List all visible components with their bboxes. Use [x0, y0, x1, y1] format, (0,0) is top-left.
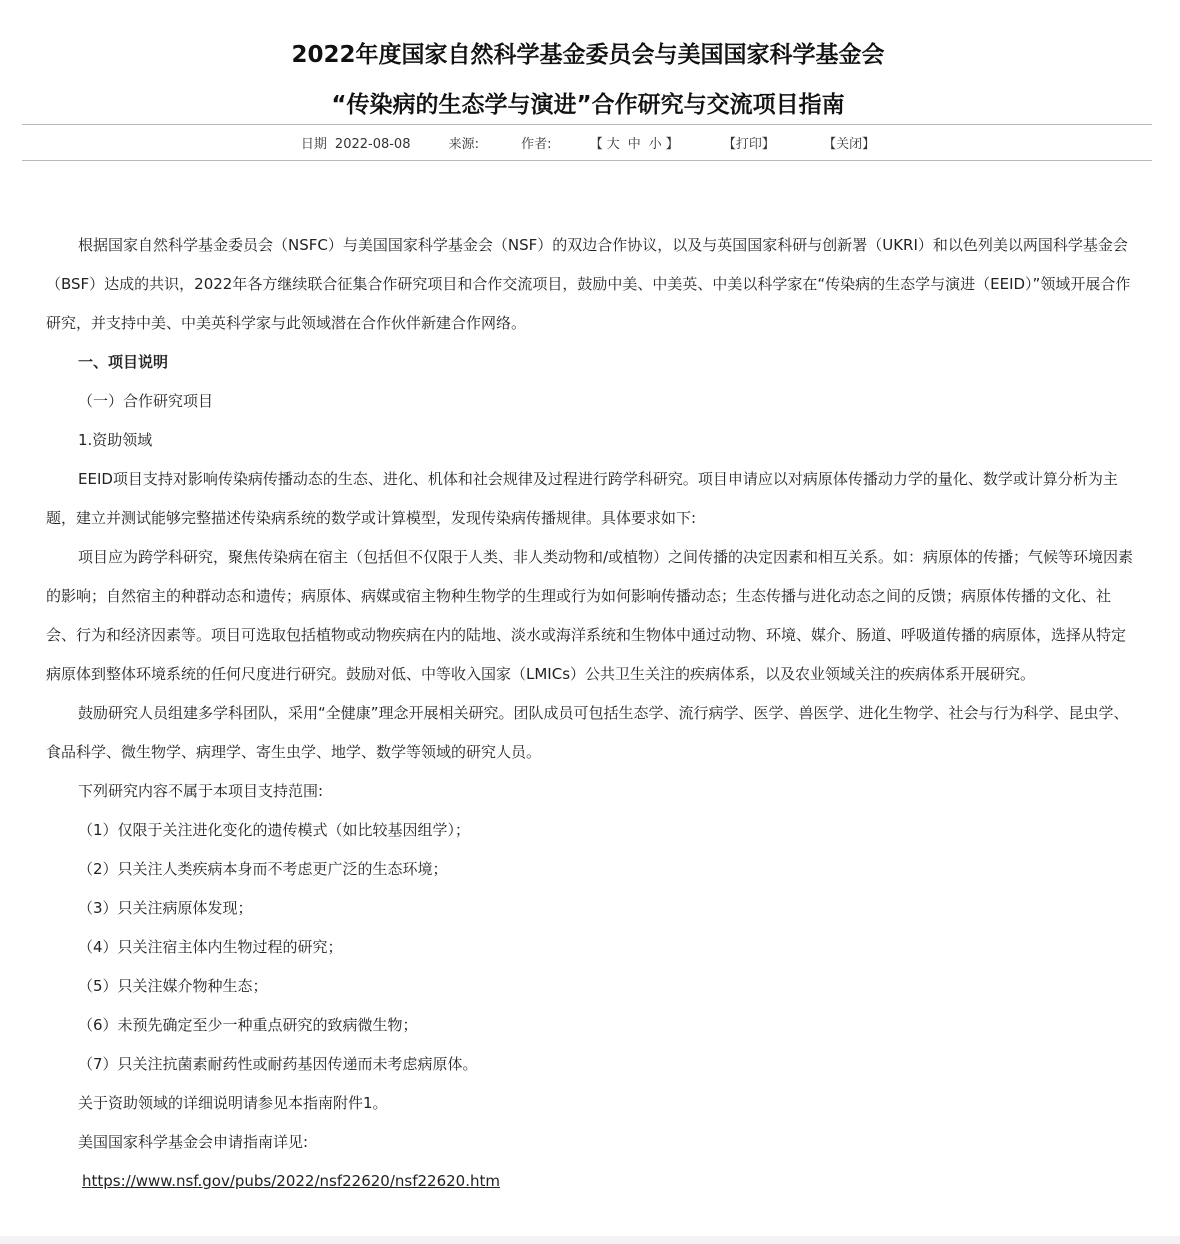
font-size-medium-link[interactable]: 中	[627, 137, 641, 152]
bottom-scroll-strip	[0, 1236, 1180, 1244]
exclusion-item: （3）只关注病原体发现；	[78, 899, 253, 917]
body-paragraph: 鼓励研究人员组建多学科团队，采用“全健康”理念开展相关研究。团队成员可包括生态学、流行病学、医学、兽医学、进化生物学、社会与行为科学、昆虫学、食品科学、微生物学、病理学、寄生虫学、地学、数学等领域的研究人员。	[46, 704, 1129, 761]
exclusion-item: （4）只关注宿主体内生物过程的研究；	[78, 938, 343, 956]
annex-note: 关于资助领域的详细说明请参见本指南附件1。	[78, 1094, 388, 1112]
font-size-bracket-open: 【	[589, 137, 603, 152]
date-value: 2022-08-08	[334, 137, 411, 152]
subsection-heading: （一）合作研究项目	[78, 392, 214, 410]
intro-paragraph: 根据国家自然科学基金委员会（NSFC）与美国国家科学基金会（NSF）的双边合作协议，以及与英国国家科研与创新署（UKRI）和以色列美以两国科学基金会（BSF）达成的共识，2022年各方继续联合征集合作研究项目和合作交流项目，鼓励中美、中美英、中美以科学家在“传染病的生态学与演进（EEID）”领域开展合作研究，并支持中美、中美英科学家与此领域潜在合作伙伴新建合作网络。	[46, 236, 1131, 332]
page-title-line2: “传染病的生态学与演进”合作研究与交流项目指南	[331, 92, 845, 118]
page-title-line1: 2022年度国家自然科学基金委员会与美国国家科学基金会	[291, 42, 885, 68]
section-heading: 一、项目说明	[78, 353, 169, 371]
close-link[interactable]: 【关闭】	[823, 137, 876, 152]
author-label: 作者:	[521, 137, 552, 152]
exclusion-item: （7）只关注抗菌素耐药性或耐药基因传递而未考虑病原体。	[78, 1055, 478, 1073]
item-heading: 1.资助领域	[78, 431, 153, 449]
nsf-guide-label: 美国国家科学基金会申请指南详见:	[78, 1133, 309, 1151]
source-label: 来源:	[448, 137, 480, 152]
article-meta-bar	[0, 133, 1176, 152]
exclusion-item: （2）只关注人类疾病本身而不考虑更广泛的生态环境；	[78, 860, 448, 878]
exclusions-intro: 下列研究内容不属于本项目支持范围:	[78, 782, 324, 800]
font-size-large-link[interactable]: 大	[606, 137, 620, 152]
title-divider	[22, 124, 1152, 125]
nsf-url-line	[46, 1162, 1134, 1201]
body-paragraph: EEID项目支持对影响传染病传播动态的生态、进化、机体和社会规律及过程进行跨学科研究。项目申请应以对病原体传播动力学的量化、数学或计算分析为主题，建立并测试能够完整描述传染病系统的数学或计算模型，发现传染病传播规律。具体要求如下:	[46, 470, 1118, 527]
nsf-guide-link[interactable]: https://www.nsf.gov/pubs/2022/nsf22620/nsf22620.htm	[82, 1172, 500, 1190]
font-size-small-link[interactable]: 小	[648, 137, 662, 152]
meta-divider	[22, 160, 1152, 161]
date-label: 日期	[300, 137, 327, 152]
exclusion-item: （5）只关注媒介物种生态；	[78, 977, 268, 995]
font-size-selector	[590, 137, 679, 152]
article-body	[46, 226, 1134, 1201]
body-paragraph: 项目应为跨学科研究，聚焦传染病在宿主（包括但不仅限于人类、非人类动物和/或植物）之间传播的决定因素和相互关系。如：病原体的传播；气候等环境因素的影响；自然宿主的种群动态和遗传；病原体、病媒或宿主物种生物学的生理或行为如何影响传播动态；生态传播与进化动态之间的反馈；病原体传播的文化、社会、行为和经济因素等。项目可选取包括植物或动物疾病在内的陆地、淡水或海洋系统和生物体中通过动物、环境、媒介、肠道、呼吸道传播的病原体，选择从特定病原体到整体环境系统的任何尺度进行研究。鼓励对低、中等收入国家（LMICs）公共卫生关注的疾病体系，以及农业领域关注的疾病体系开展研究。	[46, 548, 1134, 683]
exclusion-item: （6）未预先确定至少一种重点研究的致病微生物；	[78, 1016, 418, 1034]
exclusion-item: （1）仅限于关注进化变化的遗传模式（如比较基因组学）；	[78, 821, 471, 839]
font-size-bracket-close: 】	[665, 137, 679, 152]
print-link[interactable]: 【打印】	[722, 137, 775, 152]
